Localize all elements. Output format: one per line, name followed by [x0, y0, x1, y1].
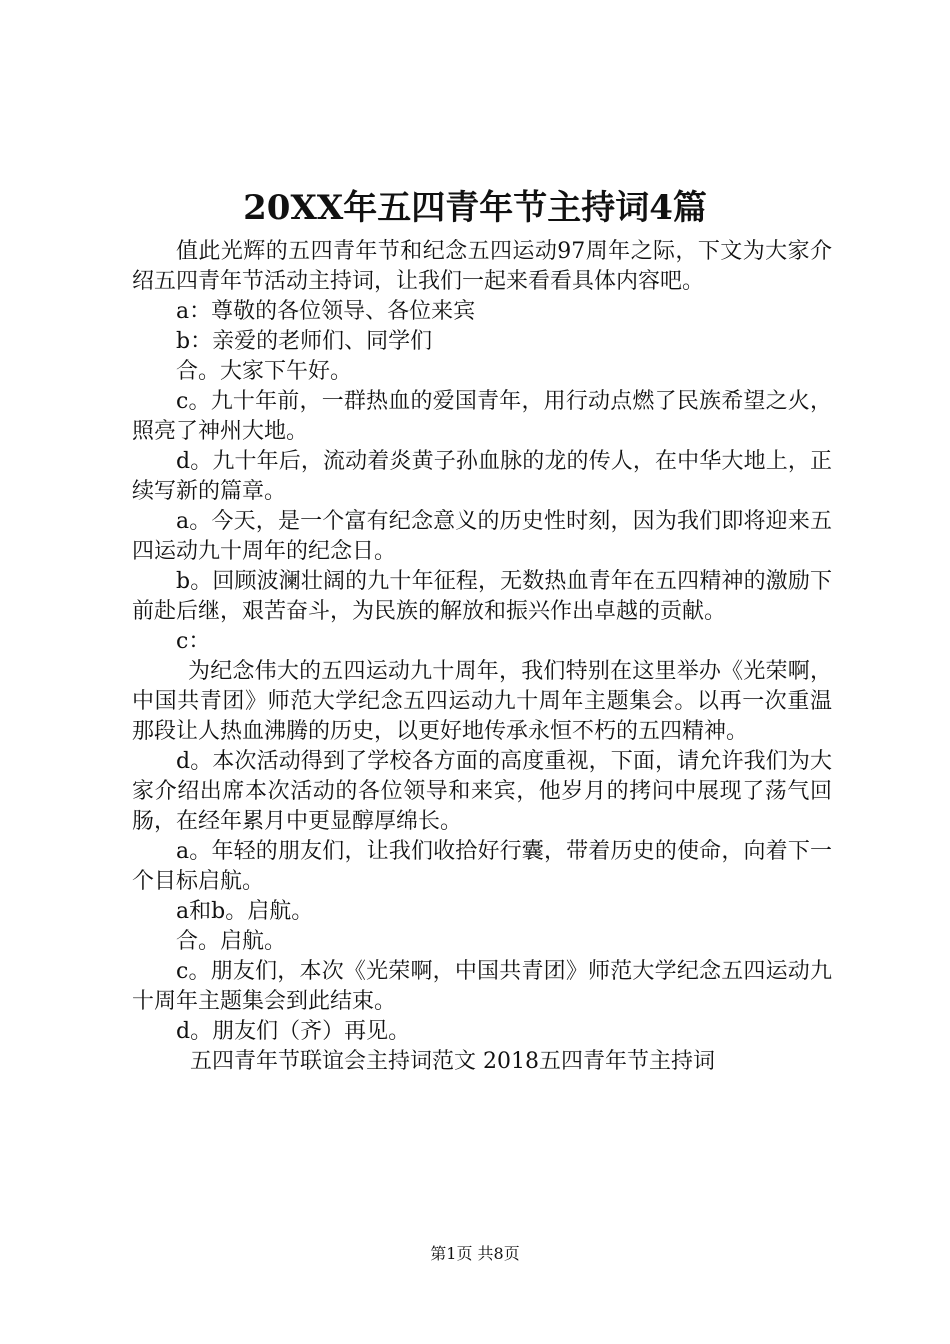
- paragraph: a。年轻的朋友们，让我们收拾好行囊，带着历史的使命，向着下一个目标启航。: [132, 839, 832, 894]
- paragraph: b。回顾波澜壮阔的九十年征程，无数热血青年在五四精神的激励下前赴后继，艰苦奋斗，为民族的解放和振兴作出卓越的贡献。: [132, 569, 832, 624]
- paragraph: a和b。启航。: [176, 899, 314, 924]
- page-title: 20XX年五四青年节主持词4篇: [243, 188, 707, 228]
- paragraph: 合。启航。: [176, 929, 287, 954]
- paragraph: 值此光辉的五四青年节和纪念五四运动97周年之际，下文为大家介绍五四青年节活动主持词，让我们一起来看看具体内容吧。: [132, 239, 832, 294]
- paragraph: c。朋友们，本次《光荣啊，中国共青团》师范大学纪念五四运动九十周年主题集会到此结束。: [132, 959, 832, 1014]
- paragraph: d。九十年后，流动着炎黄子孙血脉的龙的传人，在中华大地上，正续写新的篇章。: [132, 449, 832, 504]
- paragraph: 为纪念伟大的五四运动九十周年，我们特别在这里举办《光荣啊，中国共青团》师范大学纪念五四运动九十周年主题集会。以再一次重温那段让人热血沸腾的历史，以更好地传承永恒不朽的五四精神。: [132, 659, 832, 744]
- paragraph: a。今天，是一个富有纪念意义的历史性时刻，因为我们即将迎来五四运动九十周年的纪念日。: [132, 509, 832, 564]
- paragraph: 五四青年节联谊会主持词范文 2018五四青年节主持词: [190, 1049, 715, 1074]
- paragraph: d。本次活动得到了学校各方面的高度重视，下面，请允许我们为大家介绍出席本次活动的各位领导和来宾，他岁月的拷问中展现了荡气回肠，在经年累月中更显醇厚绵长。: [132, 749, 832, 834]
- paragraph: b：亲爱的老师们、同学们: [176, 329, 433, 354]
- document-body: [132, 237, 832, 1077]
- page-footer: 第1页 共8页: [430, 1244, 520, 1263]
- paragraph: a：尊敬的各位领导、各位来宾: [176, 299, 476, 324]
- paragraph: c：: [176, 629, 211, 654]
- paragraph: d。朋友们（齐）再见。: [176, 1019, 411, 1044]
- paragraph: c。九十年前，一群热血的爱国青年，用行动点燃了民族希望之火，照亮了神州大地。: [132, 389, 832, 444]
- paragraph: 合。大家下午好。: [176, 359, 353, 384]
